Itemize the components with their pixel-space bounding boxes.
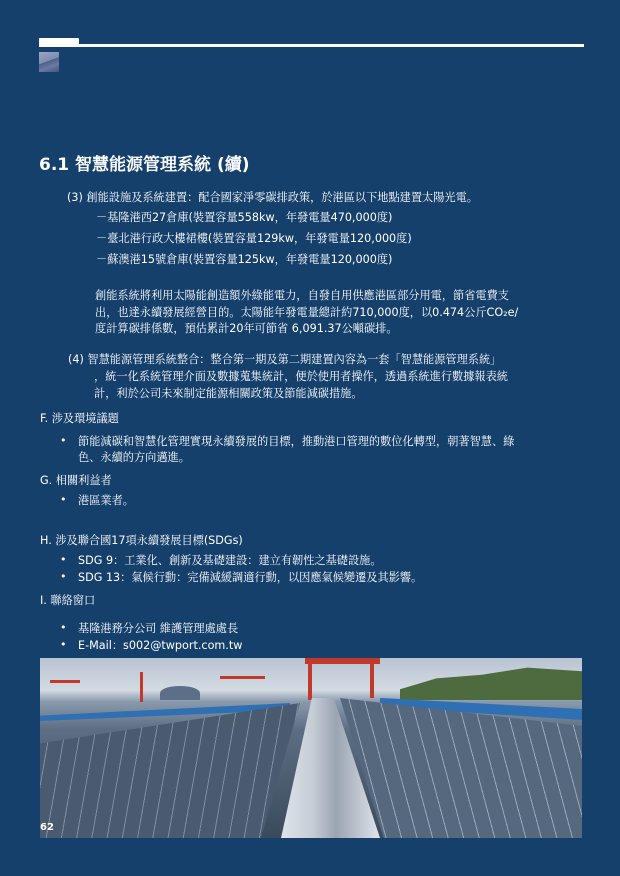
- contact-name: 基隆港務分公司 維護管理處處長: [78, 622, 239, 635]
- crane: [50, 680, 80, 683]
- section-h-heading: H. 涉及聯合國17項永續發展目標(SDGs): [40, 534, 243, 547]
- f-bullet: 色、永續的方向邁進。: [78, 451, 190, 464]
- bullet-icon: •: [60, 570, 67, 583]
- solar-roof-photo: [40, 658, 582, 838]
- crane: [220, 676, 265, 679]
- item3-paragraph: 度計算碳排係數，預估累計20年可節省 6,091.37公噸碳排。: [95, 322, 398, 335]
- page-number: 62: [40, 822, 54, 833]
- h-bullet: SDG 9：工業化、創新及基礎建設：建立有韌性之基礎設施。: [78, 554, 382, 567]
- bullet-icon: •: [60, 493, 67, 506]
- item4-line: (4) 智慧能源管理系統整合：整合第一期及第二期建置內容為一套「智慧能源管理系統」: [68, 353, 502, 366]
- solar-panels-left: [40, 703, 300, 838]
- section-f-heading: F. 涉及環境議題: [40, 412, 119, 425]
- island: [160, 686, 200, 700]
- site-item: －臺北港行政大樓裙樓(裝置容量129kw，年發電量120,000度): [96, 232, 412, 245]
- bullet-icon: •: [60, 621, 67, 634]
- item4-line: 計，利於公司未來制定能源相關政策及節能減碳措施。: [94, 387, 363, 400]
- site-item: －蘇澳港15號倉庫(裝置容量125kw，年發電量120,000度): [96, 253, 393, 266]
- bullet-icon: •: [60, 553, 67, 566]
- section-title: 6.1 智慧能源管理系統 (續): [39, 155, 250, 175]
- section-g-heading: G. 相關利益者: [40, 474, 112, 487]
- item3-paragraph: 創能系統將利用太陽能創造額外綠能電力，自發自用供應港區部分用電，節省電費支: [95, 289, 509, 302]
- crane: [308, 658, 312, 700]
- crane: [140, 672, 143, 702]
- crane: [370, 658, 374, 698]
- g-bullet: 港區業者。: [78, 494, 134, 507]
- bullet-icon: •: [60, 434, 67, 447]
- header-rule: [39, 44, 584, 47]
- item3-heading: (3) 創能設施及系統建置：配合國家淨零碳排政策，於港區以下地點建置太陽光電。: [67, 191, 478, 204]
- f-bullet: 節能減碳和智慧化管理實現永續發展的目標，推動港口管理的數位化轉型，朝著智慧、綠: [78, 435, 515, 448]
- site-item: －基隆港西27倉庫(裝置容量558kw，年發電量470,000度): [96, 211, 393, 224]
- solar-panels-right: [340, 698, 582, 838]
- corner-emblem-icon: [39, 52, 59, 72]
- bullet-icon: •: [60, 638, 67, 651]
- crane: [305, 658, 380, 664]
- h-bullet: SDG 13：氣候行動：完備減緩調適行動，以因應氣候變遷及其影響。: [78, 571, 423, 584]
- item4-line: ，統一化系統管理介面及數據蒐集統計，便於使用者操作，透過系統進行數據報表統: [94, 370, 508, 383]
- contact-email[interactable]: E-Mail：s002@twport.com.tw: [78, 639, 243, 652]
- hills: [400, 664, 582, 700]
- item3-paragraph: 出，也達永續發展經營目的。太陽能年發電量總計約710,000度，以0.474公斤CO₂e/: [95, 306, 519, 319]
- section-i-heading: I. 聯絡窗口: [40, 594, 96, 607]
